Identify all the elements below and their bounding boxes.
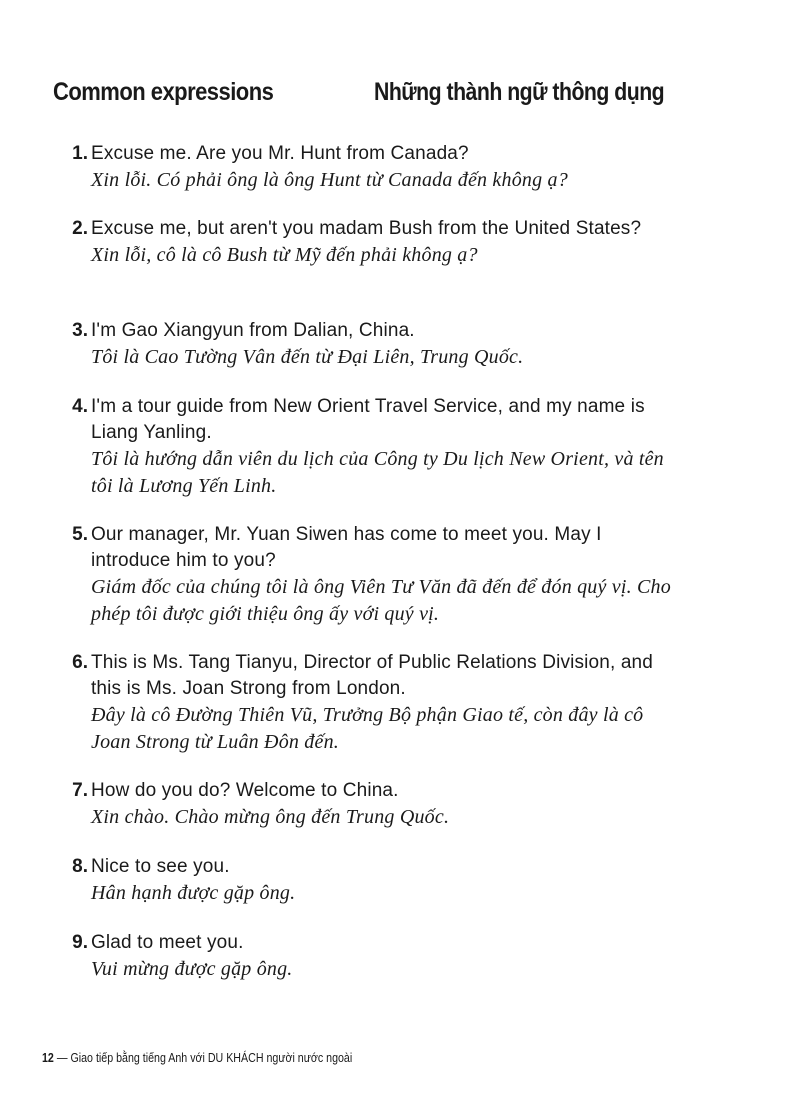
english-sentence: I'm a tour guide from New Orient Travel Service, and my name is Liang Yanling. [91, 396, 645, 443]
item-number: 2. [72, 218, 88, 239]
english-sentence: Our manager, Mr. Yuan Siwen has come to meet you. May I introduce him to you? [91, 524, 602, 571]
vietnamese-translation: Giám đốc của chúng tôi là ông Viên Tư Văn đã đến để đón quý vị. Cho phép tôi được giới thiệu ông ấy với quý vị. [91, 576, 671, 625]
english-sentence: This is Ms. Tang Tianyu, Director of Public Relations Division, and this is Ms. Joan Strong from London. [91, 652, 653, 699]
footer-book-title: Giao tiếp bằng tiếng Anh với DU KHÁCH người nước ngoài [70, 1050, 353, 1065]
vietnamese-translation: Xin lỗi, cô là cô Bush từ Mỹ đến phải không ạ? [91, 244, 478, 266]
page-number: 12 [42, 1050, 54, 1065]
expression-item-5 [58, 522, 678, 628]
expression-item-7 [58, 778, 678, 831]
page-footer [42, 1050, 352, 1065]
expression-item-4 [58, 394, 678, 500]
expression-item-6 [58, 650, 678, 756]
item-number: 9. [72, 932, 88, 953]
vietnamese-translation: Xin chào. Chào mừng ông đến Trung Quốc. [91, 806, 450, 828]
english-sentence: I'm Gao Xiangyun from Dalian, China. [91, 320, 415, 341]
footer-separator: — [56, 1050, 68, 1065]
section-title-en: Common expressions [53, 78, 274, 106]
english-sentence: Excuse me, but aren't you madam Bush from the United States? [91, 218, 642, 239]
english-sentence: Nice to see you. [91, 856, 230, 877]
expression-item-9 [58, 930, 678, 983]
item-number: 6. [72, 652, 88, 673]
vietnamese-translation: Vui mừng được gặp ông. [91, 958, 293, 980]
item-number: 5. [72, 524, 88, 545]
item-number: 8. [72, 856, 88, 877]
expression-item-3 [58, 318, 678, 371]
vietnamese-translation: Tôi là Cao Tường Vân đến từ Đại Liên, Trung Quốc. [91, 346, 524, 368]
english-sentence: Excuse me. Are you Mr. Hunt from Canada? [91, 143, 469, 164]
item-number: 4. [72, 396, 88, 417]
vietnamese-translation: Đây là cô Đường Thiên Vũ, Trưởng Bộ phận Giao tế, còn đây là cô Joan Strong từ Luân Đôn đến. [91, 704, 644, 753]
expression-item-2 [58, 216, 678, 269]
vietnamese-translation: Tôi là hướng dẫn viên du lịch của Công ty Du lịch New Orient, và tên tôi là Lương Yến Linh. [91, 448, 664, 497]
english-sentence: Glad to meet you. [91, 932, 244, 953]
section-title-vi: Những thành ngữ thông dụng [374, 78, 665, 106]
expression-item-1 [58, 141, 678, 194]
expression-item-8 [58, 854, 678, 907]
item-number: 3. [72, 320, 88, 341]
item-number: 1. [72, 143, 88, 164]
english-sentence: How do you do? Welcome to China. [91, 780, 399, 801]
vietnamese-translation: Xin lỗi. Có phải ông là ông Hunt từ Canada đến không ạ? [91, 169, 568, 191]
vietnamese-translation: Hân hạnh được gặp ông. [91, 882, 296, 904]
item-number: 7. [72, 780, 88, 801]
